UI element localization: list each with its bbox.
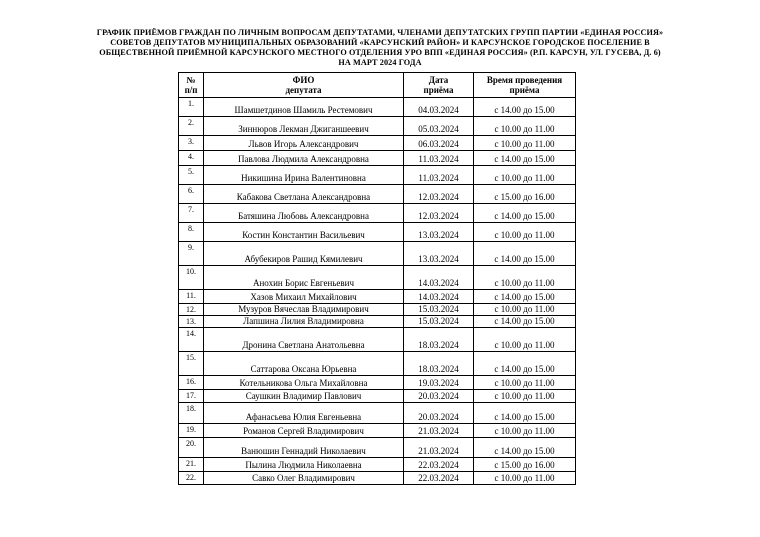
table-row — [179, 328, 576, 352]
reception-time: с 10.00 до 11.00 — [474, 266, 576, 290]
row-number: 2. — [179, 117, 204, 136]
reception-time: с 14.00 до 15.00 — [474, 290, 576, 304]
reception-time: с 14.00 до 15.00 — [474, 352, 576, 376]
row-number: 20. — [179, 438, 204, 458]
table-row — [179, 266, 576, 290]
deputy-name: Костин Константин Васильевич — [204, 223, 404, 242]
row-number: 16. — [179, 376, 204, 390]
reception-time: с 10.00 до 11.00 — [474, 328, 576, 352]
reception-date: 22.03.2024 — [404, 458, 474, 472]
row-number: 5. — [179, 166, 204, 185]
title-line-2: СОВЕТОВ ДЕПУТАТОВ МУНИЦИПАЛЬНЫХ ОБРАЗОВАНИЙ «КАРСУНСКИЙ РАЙОН» И КАРСУНСКОЕ ГОРОДСКОЕ ПОСЕЛЕНИЕ В — [110, 38, 650, 47]
deputy-name: Пылина Людмила Николаевна — [204, 458, 404, 472]
deputy-name: Саттарова Оксана Юрьевна — [204, 352, 404, 376]
deputy-name: Ванюшин Геннадий Николаевич — [204, 438, 404, 458]
deputy-name: Батяшина Любовь Александровна — [204, 204, 404, 223]
table-row — [179, 223, 576, 242]
deputy-name: Лапшина Лилия Владимировна — [204, 316, 404, 328]
reception-date: 05.03.2024 — [404, 117, 474, 136]
reception-time: с 14.00 до 15.00 — [474, 403, 576, 424]
table-row — [179, 472, 576, 485]
row-number: 13. — [179, 316, 204, 328]
deputy-name: Никишина Ирина Валентиновна — [204, 166, 404, 185]
row-number: 19. — [179, 424, 204, 438]
table-body — [179, 98, 576, 485]
reception-time: с 10.00 до 11.00 — [474, 117, 576, 136]
reception-date: 21.03.2024 — [404, 438, 474, 458]
row-number: 6. — [179, 185, 204, 204]
reception-time: с 10.00 до 11.00 — [474, 390, 576, 403]
reception-date: 14.03.2024 — [404, 266, 474, 290]
reception-date: 21.03.2024 — [404, 424, 474, 438]
reception-time: с 14.00 до 15.00 — [474, 204, 576, 223]
deputy-name: Анохин Борис Евгеньевич — [204, 266, 404, 290]
reception-time: с 15.00 до 16.00 — [474, 458, 576, 472]
deputy-name: Афанасьева Юлия Евгеньевна — [204, 403, 404, 424]
table-row — [179, 304, 576, 316]
table-row — [179, 98, 576, 117]
table-row — [179, 242, 576, 266]
reception-date: 15.03.2024 — [404, 316, 474, 328]
deputy-name: Савко Олег Владимирович — [204, 472, 404, 485]
deputy-name: Дронина Светлана Анатольевна — [204, 328, 404, 352]
row-number: 11. — [179, 290, 204, 304]
row-number: 3. — [179, 136, 204, 151]
deputy-name: Абубекиров Рашид Кямилевич — [204, 242, 404, 266]
reception-time: с 10.00 до 11.00 — [474, 223, 576, 242]
row-number: 14. — [179, 328, 204, 352]
reception-date: 12.03.2024 — [404, 185, 474, 204]
reception-date: 18.03.2024 — [404, 328, 474, 352]
reception-time: с 14.00 до 15.00 — [474, 242, 576, 266]
row-number: 12. — [179, 304, 204, 316]
row-number: 21. — [179, 458, 204, 472]
table-row — [179, 403, 576, 424]
reception-date: 13.03.2024 — [404, 223, 474, 242]
row-number: 18. — [179, 403, 204, 424]
table-row — [179, 316, 576, 328]
table-row — [179, 117, 576, 136]
reception-date: 18.03.2024 — [404, 352, 474, 376]
reception-time: с 14.00 до 15.00 — [474, 438, 576, 458]
reception-time: с 14.00 до 15.00 — [474, 316, 576, 328]
deputy-name: Романов Сергей Владимирович — [204, 424, 404, 438]
deputy-name: Шамшетдинов Шамиль Рестемович — [204, 98, 404, 117]
row-number: 17. — [179, 390, 204, 403]
table-row — [179, 376, 576, 390]
deputy-name: Котельникова Ольга Михайловна — [204, 376, 404, 390]
reception-time: с 10.00 до 11.00 — [474, 304, 576, 316]
row-number: 22. — [179, 472, 204, 485]
header-date: Дата приёма — [404, 73, 474, 98]
deputy-name: Хазов Михаил Михайлович — [204, 290, 404, 304]
deputy-name: Музуров Вячеслав Владимирович — [204, 304, 404, 316]
reception-date: 06.03.2024 — [404, 136, 474, 151]
row-number: 7. — [179, 204, 204, 223]
reception-time: с 10.00 до 11.00 — [474, 166, 576, 185]
row-number: 1. — [179, 98, 204, 117]
title-line-4: НА МАРТ 2024 ГОДА — [338, 58, 422, 67]
header-time: Время проведения приёма — [474, 73, 576, 98]
table-header-row — [179, 73, 576, 98]
row-number: 8. — [179, 223, 204, 242]
reception-date: 11.03.2024 — [404, 166, 474, 185]
reception-date: 15.03.2024 — [404, 304, 474, 316]
deputy-name: Львов Игорь Александрович — [204, 136, 404, 151]
reception-time: с 10.00 до 11.00 — [474, 472, 576, 485]
title-line-3: ОБЩЕСТВЕННОЙ ПРИЁМНОЙ КАРСУНСКОГО МЕСТНОГО ОТДЕЛЕНИЯ УРО ВПП «ЕДИНАЯ РОССИЯ» (Р.П. КАРСУН, УЛ. ГУСЕВА, Д. 6) — [99, 48, 661, 57]
reception-date: 20.03.2024 — [404, 390, 474, 403]
title-line-1: ГРАФИК ПРИЁМОВ ГРАЖДАН ПО ЛИЧНЫМ ВОПРОСАМ ДЕПУТАТАМИ, ЧЛЕНАМИ ДЕПУТАТСКИХ ГРУПП ПАРТИИ «ЕДИНАЯ РОССИЯ» — [96, 28, 664, 37]
table-row — [179, 352, 576, 376]
header-name: ФИО депутата — [204, 73, 404, 98]
deputy-name: Павлова Людмила Александровна — [204, 151, 404, 166]
table-row — [179, 438, 576, 458]
reception-time: с 10.00 до 11.00 — [474, 136, 576, 151]
table-row — [179, 136, 576, 151]
reception-time: с 14.00 до 15.00 — [474, 98, 576, 117]
reception-date: 11.03.2024 — [404, 151, 474, 166]
reception-time: с 15.00 до 16.00 — [474, 185, 576, 204]
reception-date: 19.03.2024 — [404, 376, 474, 390]
reception-time: с 14.00 до 15.00 — [474, 151, 576, 166]
reception-time: с 10.00 до 11.00 — [474, 376, 576, 390]
deputy-name: Саушкин Владимир Павлович — [204, 390, 404, 403]
table-row — [179, 166, 576, 185]
reception-date: 22.03.2024 — [404, 472, 474, 485]
table-row — [179, 204, 576, 223]
reception-date: 12.03.2024 — [404, 204, 474, 223]
row-number: 9. — [179, 242, 204, 266]
table-row — [179, 151, 576, 166]
table-row — [179, 458, 576, 472]
table-row — [179, 290, 576, 304]
deputy-name: Зиннюров Лекман Джиганшеевич — [204, 117, 404, 136]
reception-date: 14.03.2024 — [404, 290, 474, 304]
row-number: 4. — [179, 151, 204, 166]
row-number: 10. — [179, 266, 204, 290]
table-row — [179, 390, 576, 403]
table-row — [179, 185, 576, 204]
schedule-table — [178, 72, 576, 485]
reception-date: 20.03.2024 — [404, 403, 474, 424]
deputy-name: Кабакова Светлана Александровна — [204, 185, 404, 204]
reception-date: 13.03.2024 — [404, 242, 474, 266]
header-num: № п/п — [179, 73, 204, 98]
reception-time: с 10.00 до 11.00 — [474, 424, 576, 438]
table-row — [179, 424, 576, 438]
reception-date: 04.03.2024 — [404, 98, 474, 117]
document-title — [0, 28, 760, 68]
row-number: 15. — [179, 352, 204, 376]
